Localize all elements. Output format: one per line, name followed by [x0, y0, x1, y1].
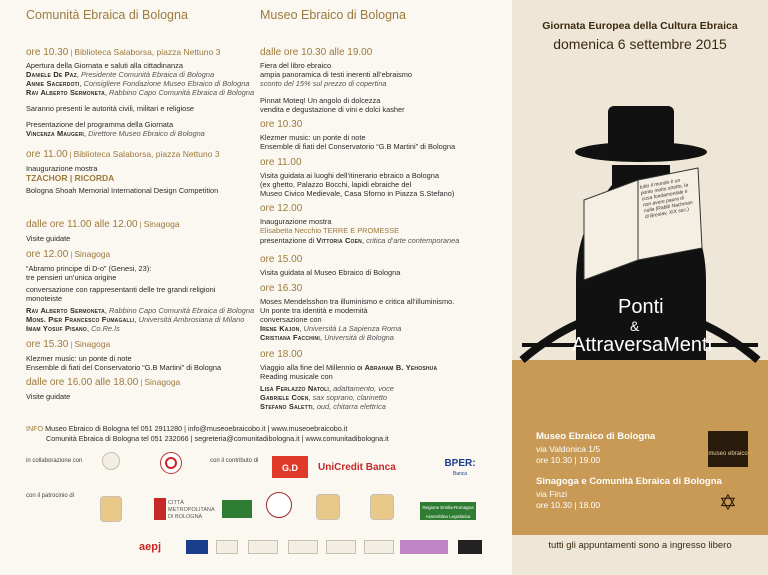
s1-name3: Rav Alberto Sermoneta [26, 88, 105, 97]
s2-line2: TZACHOR | RICORDA [26, 173, 115, 183]
e2-line1: Pinnat Moteq! Un angolo di dolcezza [260, 96, 381, 105]
s4-line1: “Abramo principe di D-o” (Genesi, 23): [26, 264, 152, 273]
logo-comune [370, 494, 394, 520]
logo-regione-flag [222, 500, 252, 518]
s1-name1: Daniele De Paz [26, 70, 77, 79]
logo-regione: Regione Emilia-Romagna Assemblea Legislativa [420, 502, 476, 520]
e8-name3: Stefano Saletti [260, 402, 313, 411]
logo-jecpj [400, 540, 448, 554]
logo-council-europe [186, 540, 208, 554]
logo-patron-3 [216, 540, 238, 554]
e8-name2: Gabriele Coen [260, 393, 309, 402]
bridge-base [512, 360, 768, 405]
s4-role1: Rabbino Capo Comunità Ebraica di Bologna [109, 306, 255, 315]
e5-line1: Inaugurazione mostra [260, 217, 332, 226]
s1-name2: Annie Sacerdoti [26, 79, 80, 88]
e8-time: ore 18.00 [260, 349, 303, 360]
info-label: INFO [26, 424, 44, 433]
s4-role3: Co.Re.Is [91, 324, 120, 333]
e6-time: ore 15.00 [260, 254, 303, 265]
museo-logo: museo ebraico [708, 431, 748, 467]
e7-role2: Università di Bologna [324, 333, 394, 342]
s1-role3: Rabbino Capo Comunità Ebraica di Bologna [109, 88, 255, 97]
s5-line1: Klezmer music: un ponte di note [26, 354, 132, 363]
venue2-time: ore 10.30 | 18.00 [536, 500, 601, 510]
s6-time: dalle ore 16.00 alle 18.00 [26, 377, 139, 388]
s5-place: Sinagoga [74, 339, 111, 349]
logo-citta: CITTÀ METROPOLITANA DI BOLOGNA [168, 500, 215, 520]
e8-line1: Viaggio alla fine del Millennio [260, 363, 356, 372]
e5-line2: Elisabetta Necchio TERRE E PROMESSE [260, 226, 400, 235]
e5-role: critica d’arte contemporanea [366, 236, 460, 245]
s4-time: ore 12.00 [26, 249, 69, 260]
venue-band [512, 405, 768, 535]
logo-citta-mark [154, 498, 166, 520]
e5-time: ore 12.00 [260, 203, 303, 214]
e8-name1: Lisa Ferlazzo Natoli [260, 384, 329, 393]
free-entry-note: tutti gli appuntamenti sono a ingresso libero [548, 540, 732, 551]
e7-name1: Irene Kajon [260, 324, 300, 333]
logo-patron-7 [364, 540, 394, 554]
s4-name1: Rav Alberto Sermoneta [26, 306, 105, 315]
e8-role1: adattamento, voce [333, 384, 394, 393]
logo-patron-6 [326, 540, 356, 554]
s1-role4: Direttore Museo Ebraico di Bologna [88, 129, 205, 138]
e8-line2: Reading musicale con [260, 372, 333, 381]
e7-role1: Università La Sapienza Roma [303, 324, 402, 333]
hat-brim [575, 142, 707, 162]
logo-bper-sub: Banca [452, 471, 468, 477]
s1-role1: Presidente Comunità Ebraica di Bologna [80, 70, 215, 79]
e2-line2: vendita e degustazione di vini e dolci kasher [260, 105, 405, 114]
poster-title-2: & [630, 318, 640, 334]
s1-presentation: Presentazione del programma della Giornata [26, 120, 174, 129]
patron-label: con il patrocinio di [26, 493, 75, 499]
logo-patron-5 [288, 540, 318, 554]
logo-crest-2 [316, 494, 340, 520]
s6-place: Sinagoga [144, 377, 181, 387]
e5-line3: presentazione di [260, 236, 315, 245]
logo-unicredit: UniCredit Banca [318, 462, 396, 473]
s2-line3: Bologna Shoah Memorial International Design Competition [26, 186, 219, 195]
e8-role2: sax soprano, clarinetto [312, 393, 387, 402]
e7-line2: Un ponte tra identità e modernità [260, 306, 368, 315]
poster-title-1: Ponti [618, 296, 664, 318]
s4-line3: conversazione con rappresentanti delle tre grandi religioni [26, 285, 216, 294]
s4-line4: monoteiste [26, 294, 63, 303]
s1-place: Biblioteca Salaborsa, piazza Nettuno 3 [74, 47, 221, 57]
e3-line1: Klezmer music: un ponte di note [260, 133, 366, 142]
e7-line3: conversazione con [260, 315, 322, 324]
s2-time: ore 11.00 [26, 149, 68, 160]
s1-role2: Consigliere Fondazione Museo Ebraico di Bologna [83, 79, 250, 88]
venue2-name: Sinagoga e Comunità Ebraica di Bologna [536, 476, 722, 487]
e7-name2: Cristiana Facchini [260, 333, 320, 342]
e4-line1: Visita guidata ai luoghi dell’itinerario ebraico a Bologna [260, 171, 439, 180]
s4-name3: Imam Yosuf Pisano [26, 324, 87, 333]
collab-logo-1 [102, 452, 120, 470]
e8-author: di Abraham B. Yehoshua [357, 363, 438, 372]
venue1-address: via Valdonica 1/5 [536, 444, 601, 454]
logo-university [266, 492, 292, 518]
e7-time: ore 16.30 [260, 283, 303, 294]
left-header: Comunità Ebraica di Bologna [26, 8, 188, 22]
e3-line2: Ensemble di fiati del Conservatorio “G.B Martini” di Bologna [260, 142, 456, 151]
s2-line1: Inaugurazione mostra [26, 164, 98, 173]
logo-aepj: aepj [138, 541, 161, 553]
venue1-name: Museo Ebraico di Bologna [536, 431, 656, 442]
e3-time: ore 10.30 [260, 119, 303, 130]
info-line1[interactable]: Museo Ebraico di Bologna tel 051 2911280 | info@museoebraicobo.it | www.museoebraicobo.it [45, 424, 348, 433]
e1-line1: Fiera del libro ebraico [260, 61, 332, 70]
s4-line2: tre pensieri un’unica origine [26, 273, 117, 282]
s1-authorities: Saranno presenti le autorità civili, militari e religiose [26, 104, 195, 113]
s1-line1: Apertura della Giornata e saluti alla cittadinanza [26, 61, 183, 70]
e6-line1: Visita guidata al Museo Ebraico di Bologna [260, 268, 401, 277]
collab-logo-2 [160, 452, 182, 474]
e1-line3: sconto del 15% sul prezzo di copertina [260, 79, 387, 88]
logo-bper: BPER: [444, 458, 476, 469]
s3-line1: Visite guidate [26, 234, 71, 243]
s1-time: ore 10.30 [26, 47, 69, 58]
collab-label: in collaborazione con [26, 458, 83, 464]
e5-name: Vittoria Coen [316, 236, 362, 245]
event-date: domenica 6 settembre 2015 [553, 36, 727, 52]
e4-line2: (ex ghetto, Palazzo Bocchi, lapidi ebraiche del [260, 180, 412, 189]
collab-logo-1-text [122, 455, 148, 469]
e4-line3: Museo Civico Medievale, Casa Sforno in Piazza S.Stefano) [260, 189, 455, 198]
s2-place: Biblioteca Salaborsa, piazza Nettuno 3 [73, 149, 220, 159]
s6-line1: Visite guidate [26, 392, 71, 401]
logo-patron-9 [458, 540, 482, 554]
s3-place: Sinagoga [143, 219, 180, 229]
mid-header: Museo Ebraico di Bologna [260, 8, 406, 22]
logo-gd: G.D [272, 456, 308, 478]
s5-line2: Ensemble di fiati del Conservatorio “G.B Martini” di Bologna [26, 363, 222, 372]
info-line2[interactable]: Comunità Ebraica di Bologna tel 051 232066 | segreteria@comunitadibologna.it | www.comunitadibologna.it [46, 434, 389, 443]
s4-name2: Mons. Pier Francesco Fumagalli [26, 315, 135, 324]
s4-place: Sinagoga [74, 249, 111, 259]
s5-time: ore 15.30 [26, 339, 69, 350]
event-title: Giornata Europea della Cultura Ebraica [542, 20, 738, 32]
logo-patron-4 [248, 540, 278, 554]
e4-time: ore 11.00 [260, 157, 302, 168]
book-quote: tutto il mondo è un ponte molto stretto, la cosa fondamentale è non avere paura di nulla (Rabbi Nachman di Breslav, XIX sec.) [639, 177, 694, 221]
star-of-david-icon: ✡ [718, 490, 738, 515]
e1-time: dalle ore 10.30 alle 19.00 [260, 47, 373, 58]
logo-crest-1 [100, 496, 122, 522]
right-panel [512, 0, 768, 575]
venue2-address: via Finzi [536, 489, 568, 499]
contrib-label: con il contributo di [210, 458, 259, 464]
s3-time: dalle ore 11.00 alle 12.00 [26, 219, 138, 230]
venue1-time: ore 10.30 | 19.00 [536, 455, 601, 465]
s4-role2: Università Ambrosiana di Milano [138, 315, 245, 324]
e8-role3: oud, chitarra elettrica [316, 402, 386, 411]
poster-title-3: AttraversaMenti [572, 334, 713, 356]
e1-line2: ampia panoramica di testi inerenti all’ebraismo [260, 70, 412, 79]
e7-line1: Moses Mendelsshon tra illuminismo e critica all’illuminismo. [260, 297, 455, 306]
s1-name4: Vincenza Maugeri [26, 129, 85, 138]
